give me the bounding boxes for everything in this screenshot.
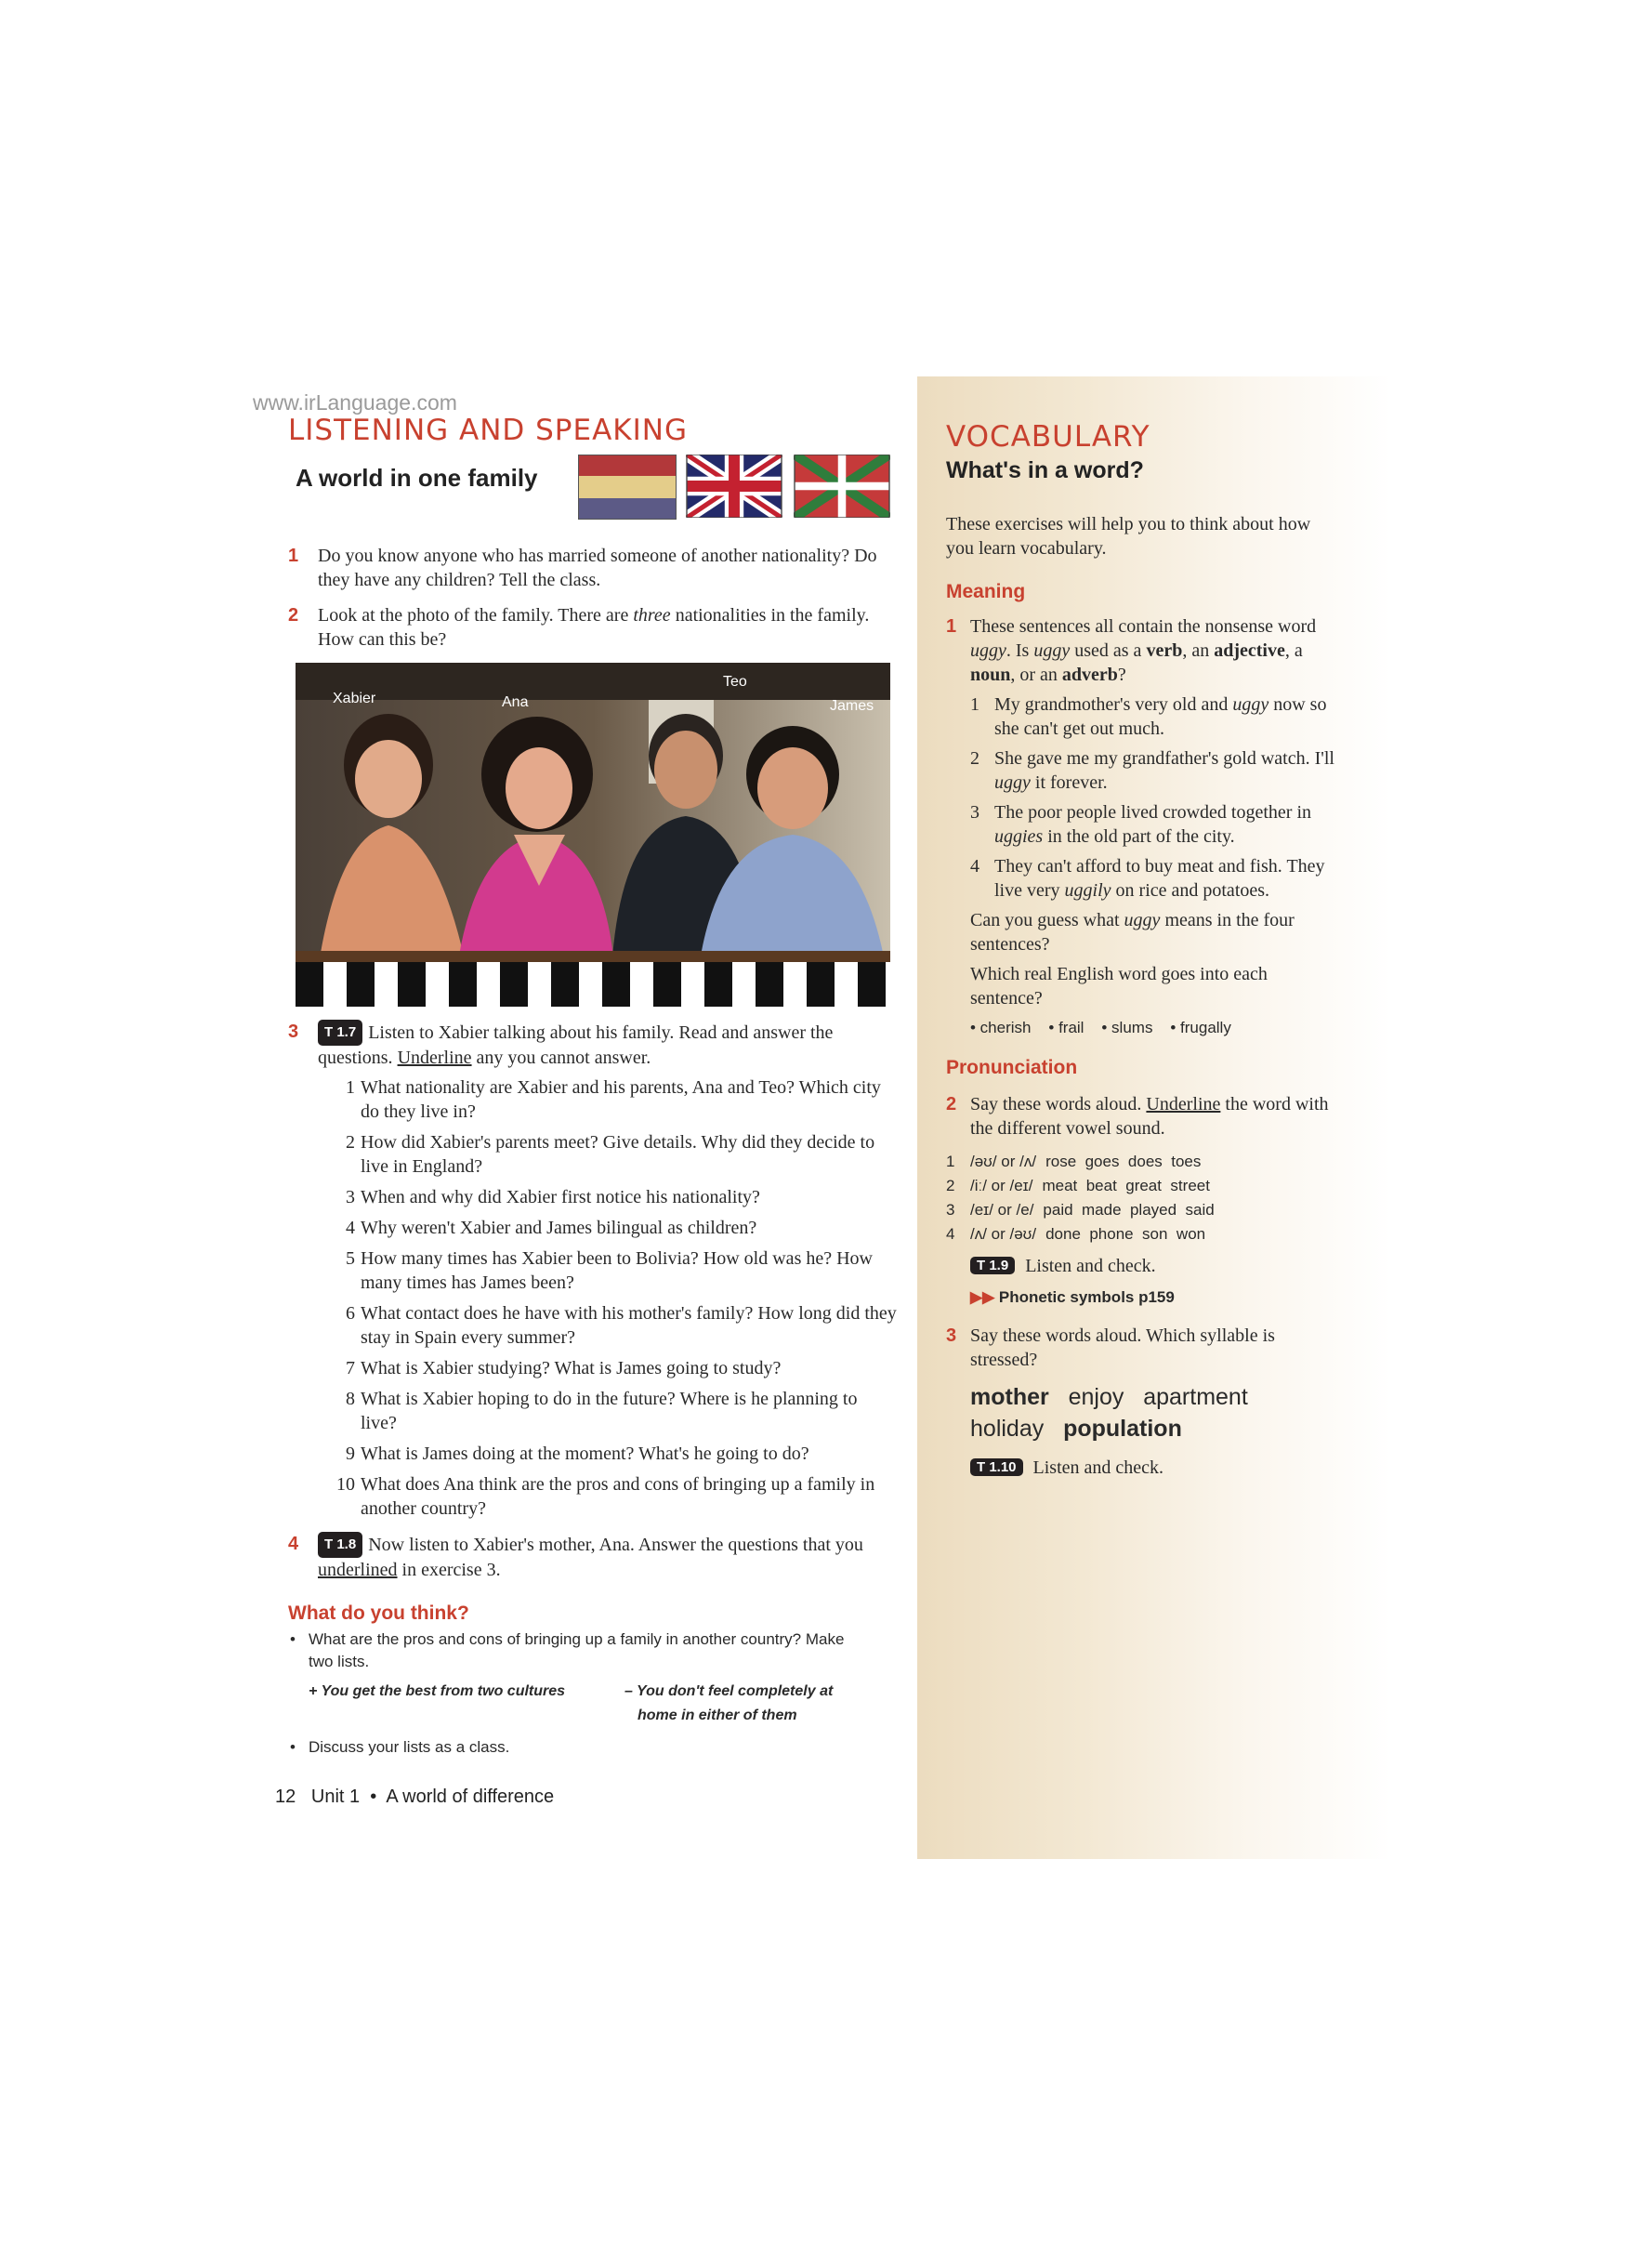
pro-example: + You get the best from two cultures: [309, 1683, 566, 1699]
item-number: 3: [946, 1201, 955, 1219]
list-item: [946, 1150, 1336, 1174]
list-item: [970, 800, 1336, 849]
question-text: These sentences all contain the nonsense word: [970, 616, 1317, 637]
pronunciation-heading: Pronunciation: [946, 1057, 1078, 1078]
question-text: Do you know anyone who has married someone of another nationality? Do they have any children? Tell the class.: [318, 546, 877, 590]
item-number: 4: [346, 1218, 355, 1238]
what-do-you-think-box: [288, 1602, 897, 1759]
question-text: any you cannot answer.: [471, 1048, 651, 1068]
what-do-you-think-title: What do you think?: [288, 1602, 469, 1624]
item-text: She gave me my grandfather's gold watch. I'll: [994, 748, 1334, 769]
list-item: [318, 1130, 897, 1179]
stress-word: apartment: [1143, 1384, 1248, 1410]
item-text: on rice and potatoes.: [1111, 880, 1270, 901]
item-number: 1: [970, 694, 979, 715]
question-text: Say these words aloud.: [970, 1094, 1147, 1114]
photo-label-teo: Teo: [723, 674, 747, 690]
photo-label-james: James: [830, 698, 874, 714]
vocabulary-intro: These exercises will help you to think about how you learn vocabulary.: [946, 514, 1311, 559]
question-text: , an: [1182, 640, 1215, 661]
question-4: [288, 1532, 897, 1582]
question-3: [288, 1020, 897, 1521]
item-number: 3: [970, 802, 979, 823]
item-text: They can't afford to buy meat and fish. They live very: [994, 856, 1325, 901]
stress-word-list: [946, 1381, 1336, 1444]
phonetic-sounds: /eɪ/ or /e/: [970, 1201, 1034, 1219]
word-class: verb: [1146, 640, 1183, 661]
item-text: The poor people lived crowded together in: [994, 802, 1311, 823]
item-number: 5: [346, 1248, 355, 1269]
con-example-line-1: – You don't feel completely at: [624, 1683, 834, 1699]
list-item: [318, 1442, 897, 1466]
nonsense-word: uggy: [970, 640, 1006, 661]
meaning-sentences: [970, 692, 1336, 903]
list-item: [970, 692, 1336, 741]
discussion-bullet: • What are the pros and cons of bringing up a family in another country? Make two lists.: [288, 1628, 866, 1673]
which-word-prompt: Which real English word goes into each sentence?: [970, 964, 1268, 1009]
unit-label: Unit 1: [310, 1787, 361, 1807]
audio-track-badge[interactable]: T 1.9: [970, 1257, 1015, 1274]
audio-track-badge[interactable]: T 1.7: [318, 1020, 362, 1046]
question-3-list: [318, 1075, 897, 1521]
vocabulary-subtitle: What's in a word?: [946, 457, 1144, 483]
prompt-text: means in the four sentences?: [970, 910, 1295, 955]
question-text: Say these words aloud. Which syllable is stressed?: [970, 1325, 1275, 1370]
item-text: My grandmother's very old and: [994, 694, 1233, 715]
listen-and-check: [946, 1457, 1336, 1479]
watermark: www.irLanguage.com: [253, 390, 457, 415]
question-text: Look at the photo of the family. There are: [318, 605, 634, 626]
underlined-word: underlined: [318, 1560, 398, 1580]
item-number: 4: [946, 1225, 955, 1243]
word-option: • frail: [1048, 1019, 1084, 1036]
question-text: Now listen to Xabier's mother, Ana. Answer the questions that you: [368, 1535, 863, 1555]
word-options: [970, 1016, 1336, 1040]
footer-separator: •: [370, 1787, 377, 1807]
section-subtitle: A world in one family: [296, 464, 538, 492]
list-item: [946, 1198, 1336, 1222]
instruction-text: Listen and check.: [1025, 1256, 1156, 1276]
list-item: [318, 1387, 897, 1435]
list-item: [318, 1472, 897, 1521]
question-text: the word with the different vowel sound.: [970, 1094, 1329, 1139]
stress-word: mother: [970, 1384, 1049, 1410]
vocabulary-title: VOCABULARY: [946, 420, 1150, 454]
question-number: 3: [946, 1325, 957, 1346]
vocabulary-section: [946, 420, 1336, 1479]
stress-word: enjoy: [1068, 1384, 1124, 1410]
item-text: What is Xabier studying? What is James going to study?: [361, 1358, 782, 1378]
list-item: [318, 1216, 897, 1240]
question-1: [288, 544, 897, 592]
question-text: , or an: [1010, 665, 1062, 685]
item-number: 8: [346, 1389, 355, 1409]
discussion-bullet: • Discuss your lists as a class.: [288, 1736, 897, 1759]
question-text: Listen to Xabier talking about his family. Read and answer the questions.: [318, 1022, 834, 1068]
phonetic-sounds: /əʊ/ or /ʌ/: [970, 1153, 1037, 1170]
question-emphasis: three: [633, 605, 671, 626]
list-item: [318, 1185, 897, 1209]
question-text: . Is: [1006, 640, 1034, 661]
word-class: adjective: [1214, 640, 1285, 661]
item-number: 10: [336, 1474, 355, 1495]
word-class: adverb: [1061, 665, 1118, 685]
word-option: • slums: [1101, 1019, 1153, 1036]
flag-spain: [578, 455, 677, 520]
question-text: , a: [1284, 640, 1303, 661]
item-text: it forever.: [1030, 772, 1108, 793]
question-number: 4: [288, 1534, 299, 1554]
phonetic-sounds: /iː/ or /eɪ/: [970, 1177, 1033, 1194]
meaning-question-1: [946, 614, 1336, 1040]
audio-track-badge[interactable]: T 1.10: [970, 1458, 1023, 1476]
underlined-word: Underline: [397, 1048, 472, 1068]
item-text: What is Xabier hoping to do in the future? Where is he planning to live?: [361, 1389, 858, 1433]
listening-section: [288, 414, 897, 1759]
nonsense-word: uggy: [1124, 910, 1161, 930]
item-text: What contact does he have with his mother's family? How long did they stay in Spain every summer?: [361, 1303, 897, 1348]
list-item: [318, 1246, 897, 1295]
question-text: in exercise 3.: [397, 1560, 501, 1580]
question-text: nationalities in the family. How can this be?: [318, 605, 870, 650]
page-number: 12: [275, 1787, 296, 1807]
item-number: 4: [970, 856, 979, 877]
photo-label-ana: Ana: [502, 694, 529, 710]
word-option: • frugally: [1170, 1019, 1231, 1036]
item-number: 2: [346, 1132, 355, 1153]
nonsense-word: uggies: [994, 826, 1044, 847]
item-number: 1: [346, 1077, 355, 1098]
item-number: 2: [946, 1177, 955, 1194]
flag-uk: [686, 455, 782, 518]
item-text: How many times has Xabier been to Bolivia? How old was he? How many times has James been?: [361, 1248, 873, 1293]
pros-cons-example: [288, 1681, 897, 1731]
pronunciation-question-2: [946, 1092, 1336, 1141]
item-text: What is James doing at the moment? What's he going to do?: [361, 1444, 809, 1464]
word-option: • cherish: [970, 1019, 1032, 1036]
nonsense-word: uggily: [1064, 880, 1111, 901]
flag-basque: [794, 455, 890, 518]
nonsense-word: uggy: [994, 772, 1031, 793]
item-text: How did Xabier's parents meet? Give details. Why did they decide to live in England?: [361, 1132, 875, 1177]
question-number: 1: [946, 616, 957, 637]
item-number: 1: [946, 1153, 955, 1170]
prompt-text: Can you guess what: [970, 910, 1124, 930]
nonsense-word: uggy: [1232, 694, 1269, 715]
word-group: done phone son won: [1045, 1225, 1206, 1243]
item-text: When and why did Xabier first notice his nationality?: [361, 1187, 760, 1207]
list-item: [946, 1174, 1336, 1198]
word-group: meat beat great street: [1042, 1177, 1210, 1194]
pronunciation-question-3: [946, 1324, 1336, 1372]
family-photo-image: [296, 663, 890, 1007]
listen-and-check: [946, 1256, 1336, 1277]
question-number: 1: [288, 546, 299, 566]
question-text: used as a: [1070, 640, 1147, 661]
photo-label-xabier: Xabier: [333, 691, 376, 706]
stress-word: population: [1063, 1416, 1182, 1442]
item-text: What nationality are Xabier and his parents, Ana and Teo? Which city do they live in?: [361, 1077, 881, 1122]
item-number: 2: [970, 748, 979, 769]
list-item: [318, 1075, 897, 1124]
stress-word: holiday: [970, 1416, 1045, 1442]
word-group: paid made played said: [1043, 1201, 1215, 1219]
list-item: [946, 1222, 1336, 1246]
list-item: [970, 854, 1336, 903]
section-title: LISTENING AND SPEAKING: [288, 414, 688, 447]
list-item: [970, 746, 1336, 795]
con-example-line-2: home in either of them: [638, 1708, 797, 1723]
item-text: now so she can't get out much.: [994, 694, 1327, 739]
item-text: Why weren't Xabier and James bilingual as children?: [361, 1218, 757, 1238]
question-number: 2: [288, 605, 299, 626]
item-number: 7: [346, 1358, 355, 1378]
question-number: 2: [946, 1094, 957, 1114]
link-text: Phonetic symbols p159: [998, 1288, 1175, 1306]
vowel-sound-list: [946, 1150, 1336, 1246]
item-text: What does Ana think are the pros and cons of bringing up a family in another country?: [361, 1474, 875, 1519]
unit-title: A world of difference: [386, 1787, 555, 1807]
phonetic-sounds: /ʌ/ or /əʊ/: [970, 1225, 1037, 1243]
item-number: 6: [346, 1303, 355, 1324]
meaning-heading: Meaning: [946, 581, 1026, 602]
underlined-word: Underline: [1146, 1094, 1221, 1114]
phonetic-symbols-link[interactable]: [946, 1288, 1336, 1307]
word-group: rose goes does toes: [1045, 1153, 1202, 1170]
instruction-text: Listen and check.: [1032, 1457, 1164, 1478]
forward-arrow-icon: ▶▶: [970, 1288, 995, 1306]
list-item: [318, 1301, 897, 1350]
word-class: noun: [970, 665, 1011, 685]
guess-prompt: [970, 908, 1336, 956]
question-number: 3: [288, 1022, 299, 1042]
question-text: ?: [1117, 665, 1126, 685]
item-text: in the old part of the city.: [1043, 826, 1235, 847]
nonsense-word: uggy: [1033, 640, 1071, 661]
list-item: [318, 1356, 897, 1380]
family-photo: [296, 663, 890, 1007]
question-2: [288, 603, 897, 652]
item-number: 9: [346, 1444, 355, 1464]
audio-track-badge[interactable]: T 1.8: [318, 1532, 362, 1558]
page-footer: [275, 1787, 554, 1808]
item-number: 3: [346, 1187, 355, 1207]
